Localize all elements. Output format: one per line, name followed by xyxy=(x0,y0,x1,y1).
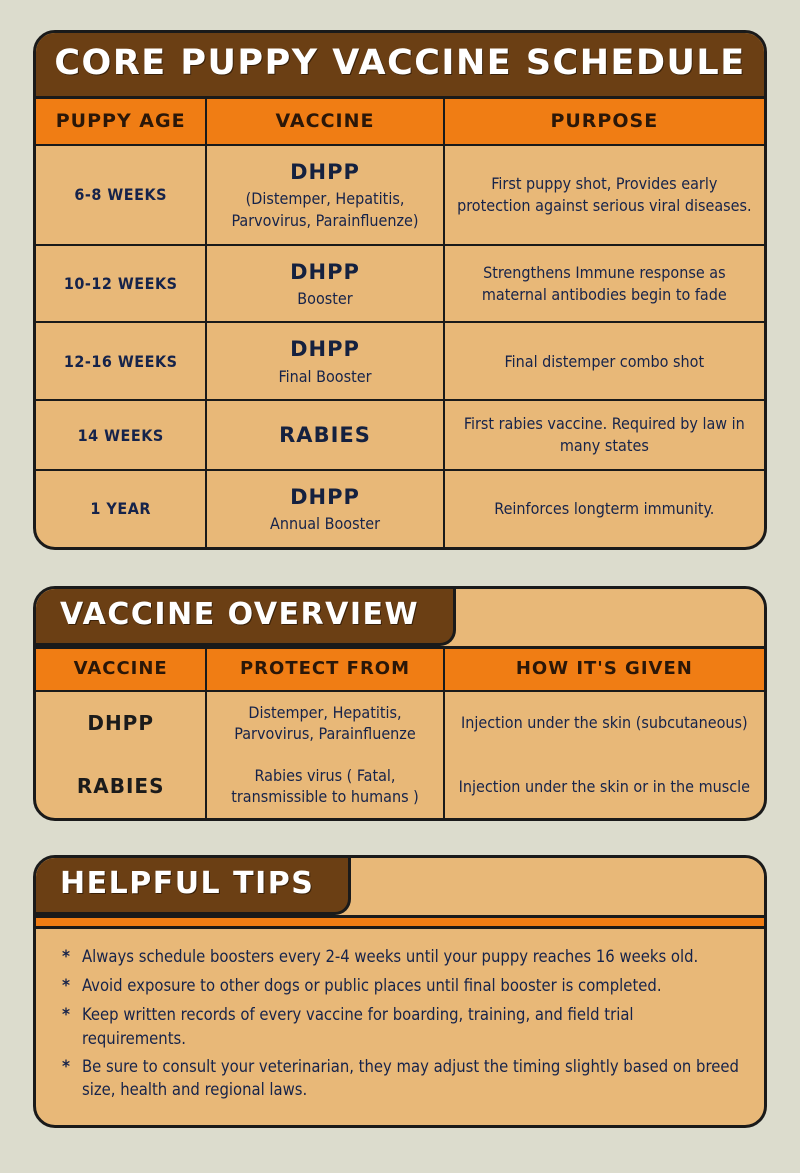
cell-purpose: Strengthens Immune response as maternal antibodies begin to fade xyxy=(444,245,764,323)
overview-title-row xyxy=(36,589,764,646)
table-row xyxy=(36,470,764,547)
list-item xyxy=(62,945,742,969)
overview-card xyxy=(33,586,767,821)
cell-age: 14 WEEKS xyxy=(36,400,206,469)
vaccine-detail: Booster xyxy=(297,288,353,308)
schedule-title: CORE PUPPY VACCINE SCHEDULE xyxy=(36,33,764,99)
spacer xyxy=(33,550,767,586)
vaccine-detail: Final Booster xyxy=(278,366,372,386)
list-item xyxy=(62,1055,742,1102)
vaccine-name: RABIES xyxy=(279,422,371,447)
cell-vaccine xyxy=(206,245,443,323)
cell-vaccine xyxy=(36,755,206,818)
list-item xyxy=(62,1003,742,1050)
vaccine-name: DHPP xyxy=(87,710,154,735)
bullet-icon: * xyxy=(62,1005,70,1026)
tips-title: HELPFUL TIPS xyxy=(36,858,351,915)
cell-how-given: Injection under the skin or in the muscle xyxy=(458,776,750,796)
cell-age: 6-8 WEEKS xyxy=(36,145,206,245)
column-header-purpose: PURPOSE xyxy=(444,99,764,145)
table-row xyxy=(36,400,764,469)
table-row xyxy=(36,322,764,400)
vaccine-detail: Annual Booster xyxy=(269,513,380,533)
column-header-vaccine: VACCINE xyxy=(206,99,443,145)
tips-list xyxy=(36,929,764,1125)
cell-purpose: Final distemper combo shot xyxy=(444,322,764,400)
overview-title: VACCINE OVERVIEW xyxy=(36,589,456,646)
tips-card xyxy=(33,855,767,1128)
bullet-icon: * xyxy=(62,1057,70,1077)
spacer xyxy=(33,821,767,855)
cell-vaccine xyxy=(206,400,443,469)
cell-vaccine xyxy=(36,691,206,755)
bullet-icon: * xyxy=(62,946,70,967)
tip-text: Keep written records of every vaccine for boarding, training, and field trial requirements. xyxy=(82,1005,634,1048)
cell-purpose: Reinforces longterm immunity. xyxy=(494,498,715,518)
cell-age: 10-12 WEEKS xyxy=(36,245,206,323)
cell-vaccine xyxy=(206,322,443,400)
vaccine-name: DHPP xyxy=(290,484,360,509)
vaccine-name: DHPP xyxy=(290,337,360,362)
cell-age: 12-16 WEEKS xyxy=(36,322,206,400)
cell-vaccine xyxy=(206,470,443,547)
tip-text: Be sure to consult your veterinarian, they may adjust the timing slightly based on breed size, health and regional laws. xyxy=(82,1057,739,1100)
vaccine-detail: (Distemper, Hepatitis, Parvovirus, Parainfluenze) xyxy=(231,189,419,230)
cell-protect-from: Distemper, Hepatitis, Parvovirus, Parainfluenze xyxy=(206,691,443,755)
vaccine-name: DHPP xyxy=(290,259,360,284)
tips-accent-strip xyxy=(36,915,764,929)
tips-title-row xyxy=(36,858,764,915)
cell-how-given: Injection under the skin (subcutaneous) xyxy=(461,713,748,733)
schedule-table xyxy=(36,99,764,547)
tip-text: Always schedule boosters every 2-4 weeks until your puppy reaches 16 weeks old. xyxy=(82,946,699,966)
list-item xyxy=(62,974,742,998)
cell-age: 1 YEAR xyxy=(36,470,206,547)
table-row xyxy=(36,245,764,323)
table-row xyxy=(36,755,764,818)
cell-vaccine xyxy=(206,145,443,245)
overview-header-row xyxy=(36,647,764,691)
column-header-vaccine: VACCINE xyxy=(36,647,206,691)
overview-table xyxy=(36,646,764,818)
column-header-puppy-age: PUPPY AGE xyxy=(36,99,206,145)
cell-protect-from: Rabies virus ( Fatal, transmissible to humans ) xyxy=(206,755,443,818)
table-row xyxy=(36,691,764,755)
column-header-how-its-given: HOW IT'S GIVEN xyxy=(444,647,764,691)
tip-text: Avoid exposure to other dogs or public places until final booster is completed. xyxy=(82,976,662,996)
cell-purpose: First puppy shot, Provides early protection against serious viral diseases. xyxy=(444,145,764,245)
table-row xyxy=(36,145,764,245)
cell-purpose: First rabies vaccine. Required by law in many states xyxy=(444,400,764,469)
column-header-protect-from: PROTECT FROM xyxy=(206,647,443,691)
vaccine-name: RABIES xyxy=(76,773,165,798)
vaccine-name: DHPP xyxy=(290,160,360,184)
schedule-card xyxy=(33,30,767,550)
bullet-icon: * xyxy=(62,976,70,997)
schedule-header-row xyxy=(36,99,764,145)
